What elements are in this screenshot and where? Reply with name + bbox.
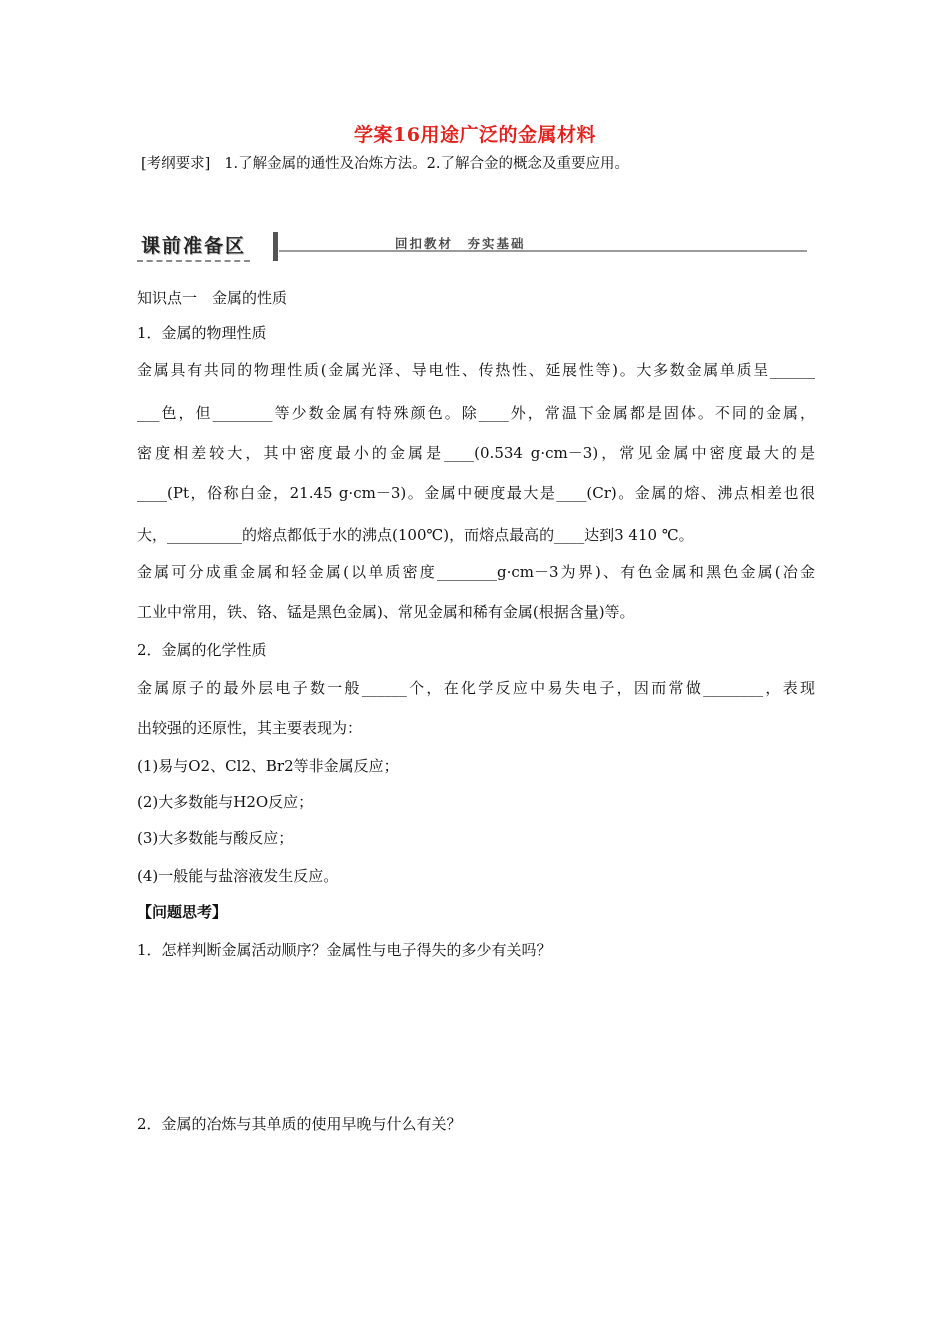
banner-label: 课前准备区 [137,232,250,262]
paragraph-line: 金属原子的最外层电子数一般______个，在化学反应中易失电子，因而常做________，表现 [137,679,815,697]
list-item: (3)大多数能与酸反应； [137,829,294,847]
paragraph-line: ___色，但________等少数金属有特殊颜色。除____外，常温下金属都是固体。不同的金属， [137,404,815,422]
knowledge-point-heading: 知识点一 金属的性质 [137,289,288,307]
paragraph-line: 大，__________的熔点都低于水的沸点(100℃)，而熔点最高的____达到3 410 ℃。 [137,526,694,544]
banner-subtitle: 回扣教材 夯实基础 [395,236,526,251]
requirements-tag: [考纲要求] [141,156,211,172]
section-banner [137,232,807,264]
syllabus-requirements [141,152,629,173]
list-item: (4)一般能与盐溶液发生反应。 [137,867,339,885]
document-title: 学案16用途广泛的金属材料 [354,124,596,146]
paragraph-line: 密度相差较大，其中密度最小的金属是____(0.534 g·cm－3)，常见金属中密度最大的是 [137,444,815,462]
question-item: 1．怎样判断金属活动顺序？金属性与电子得失的多少有关吗？ [137,941,552,959]
section-heading-physical: 1．金属的物理性质 [137,324,267,342]
paragraph-line: 金属具有共同的物理性质(金属光泽、导电性、传热性、延展性等)。大多数金属单质呈______ [137,361,815,379]
paragraph-line: 出较强的还原性，其主要表现为： [137,719,363,737]
requirements-text: 1.了解金属的通性及冶炼方法。2.了解合金的概念及重要应用。 [224,156,629,172]
list-item: (1)易与O2、Cl2、Br2等非金属反应； [137,757,399,775]
paragraph-line: 工业中常用，铁、铬、锰是黑色金属)、常见金属和稀有金属(根据含量)等。 [137,603,635,621]
banner-divider [273,232,278,261]
question-item: 2．金属的冶炼与其单质的使用早晚与什么有关？ [137,1115,462,1133]
list-item: (2)大多数能与H2O反应； [137,793,314,811]
banner-rule [279,250,807,252]
paragraph-line: 金属可分成重金属和轻金属(以单质密度________g·cm－3为界)、有色金属和黑色金属(冶金 [137,563,815,581]
paragraph-line: ____(Pt，俗称白金，21.45 g·cm－3)。金属中硬度最大是____(Cr)。金属的熔、沸点相差也很 [137,484,815,502]
question-heading: 【问题思考】 [137,903,228,921]
section-heading-chemical: 2．金属的化学性质 [137,641,267,659]
